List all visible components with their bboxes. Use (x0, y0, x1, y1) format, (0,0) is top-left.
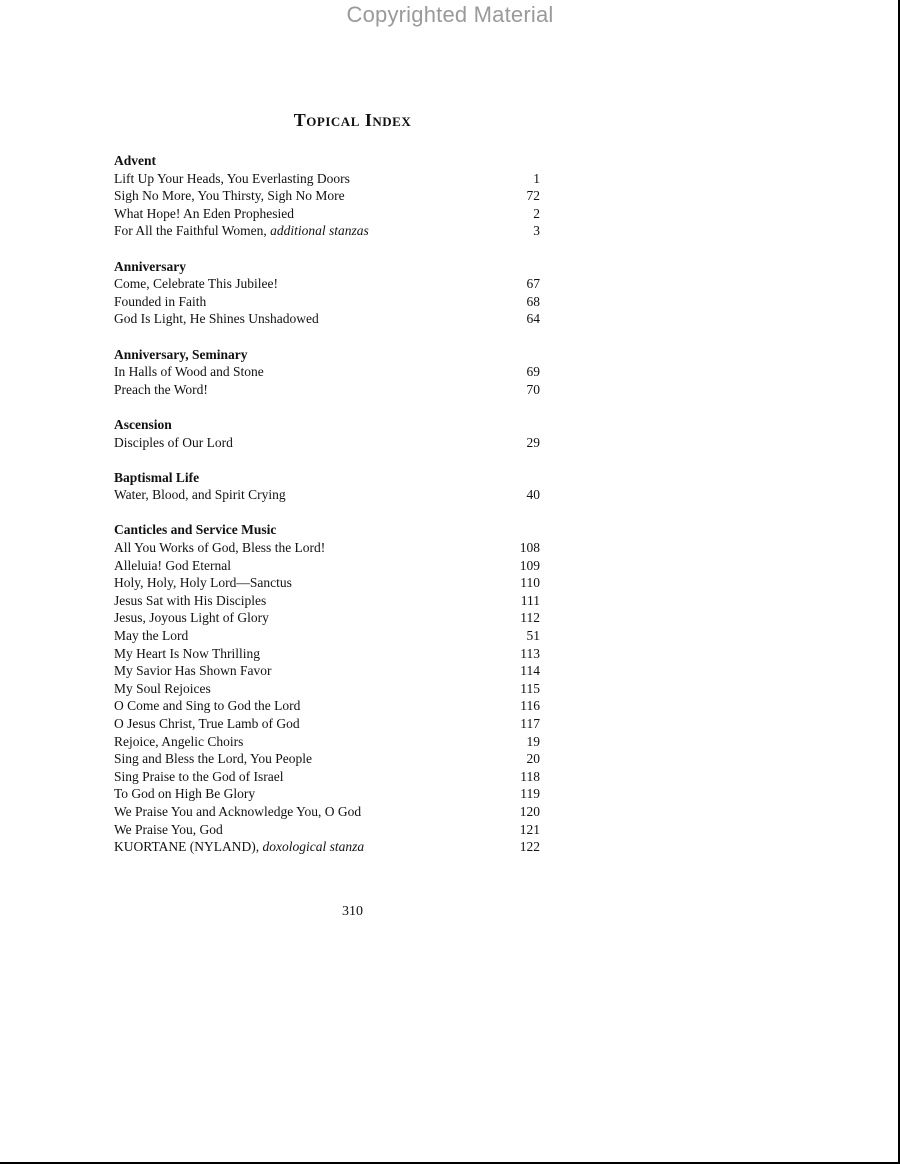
entry-title: We Praise You, God (114, 821, 223, 837)
index-entry (114, 785, 540, 803)
entry-number: 113 (520, 645, 540, 661)
entry-number: 114 (520, 663, 540, 679)
section-heading: Advent (114, 153, 157, 168)
entry-text (114, 697, 300, 715)
entry-text (114, 486, 286, 504)
index-section (114, 258, 540, 328)
index-entry (114, 803, 540, 821)
entry-number: 108 (519, 540, 540, 556)
entry-number: 19 (526, 733, 540, 749)
topical-index (114, 152, 540, 873)
entry-number: 51 (526, 628, 540, 644)
entry-title: Holy, Holy, Holy Lord—Sanctus (114, 575, 292, 591)
entry-title: Jesus Sat with His Disciples (114, 592, 267, 608)
entry-text (114, 539, 325, 557)
index-entry (114, 715, 540, 733)
entry-title: Water, Blood, and Spirit Crying (114, 487, 286, 503)
entry-text (114, 205, 294, 223)
entry-number: 120 (519, 803, 540, 819)
entry-number: 110 (520, 575, 540, 591)
entry-text (114, 680, 211, 698)
index-section (114, 152, 540, 240)
entry-number: 119 (520, 786, 540, 802)
index-entry (114, 680, 540, 698)
entry-number: 40 (526, 487, 540, 503)
entry-number: 20 (526, 751, 540, 767)
entry-title: Come, Celebrate This Jubilee! (114, 276, 278, 292)
index-entry (114, 486, 540, 504)
entry-title: Rejoice, Angelic Choirs (114, 733, 244, 749)
index-entry (114, 768, 540, 786)
index-entry (114, 609, 540, 627)
entry-title: Disciples of Our Lord (114, 434, 233, 450)
entry-title: Sigh No More, You Thirsty, Sigh No More (114, 188, 345, 204)
entry-title: My Heart Is Now Thrilling (114, 645, 260, 661)
entry-number: 3 (533, 223, 540, 239)
index-section (114, 416, 540, 451)
index-entry (114, 733, 540, 751)
index-entry (114, 293, 540, 311)
entry-text (114, 627, 188, 645)
entry-number: 111 (520, 592, 540, 608)
entry-title: For All the Faithful Women, (114, 223, 267, 239)
index-entry (114, 574, 540, 592)
section-heading: Baptismal Life (114, 469, 200, 485)
entry-text (114, 381, 208, 399)
entry-number: 69 (526, 364, 540, 380)
entry-title: God Is Light, He Shines Unshadowed (114, 311, 319, 327)
entry-number: 1 (533, 170, 540, 186)
entry-number: 116 (520, 698, 540, 714)
entry-text (114, 645, 260, 663)
entry-title: Lift Up Your Heads, You Everlasting Doors (114, 170, 350, 186)
entry-title: KUORTANE (NYLAND), (114, 839, 260, 855)
entry-text (114, 609, 269, 627)
entry-note: doxological stanza (262, 839, 365, 855)
entry-title: My Soul Rejoices (114, 680, 211, 696)
entry-text (114, 434, 233, 452)
index-entry (114, 662, 540, 680)
entry-text (114, 170, 350, 188)
index-entry (114, 187, 540, 205)
entry-text (114, 187, 345, 205)
entry-title: To God on High Be Glory (114, 786, 256, 802)
page-number: 310 (342, 904, 363, 919)
entry-number: 118 (520, 768, 540, 784)
entry-number: 67 (526, 276, 540, 292)
entry-number: 122 (519, 839, 540, 855)
entry-text (114, 715, 300, 733)
section-heading: Anniversary (114, 258, 186, 274)
entry-title: What Hope! An Eden Prophesied (114, 205, 294, 221)
copyright-watermark: Copyrighted Material (346, 2, 554, 27)
index-entry (114, 363, 540, 381)
index-entry (114, 557, 540, 575)
index-entry (114, 310, 540, 328)
entry-text (114, 803, 361, 821)
index-section (114, 521, 540, 855)
entry-text (114, 574, 292, 592)
entry-title: We Praise You and Acknowledge You, O God (114, 803, 362, 819)
index-entry (114, 697, 540, 715)
page-title: Topical Index (293, 110, 412, 130)
index-section (114, 346, 540, 399)
entry-title: Alleluia! God Eternal (114, 557, 231, 573)
entry-text (114, 838, 364, 856)
entry-title: Sing and Bless the Lord, You People (114, 751, 313, 767)
entry-number: 112 (520, 610, 540, 626)
entry-text (114, 750, 312, 768)
entry-number: 68 (526, 293, 540, 309)
entry-title: Jesus, Joyous Light of Glory (114, 610, 269, 626)
entry-text (114, 592, 266, 610)
entry-number: 64 (526, 311, 540, 327)
index-entry (114, 539, 540, 557)
entry-title: Founded in Faith (114, 293, 207, 309)
entry-title: O Come and Sing to God the Lord (114, 698, 301, 714)
entry-number: 70 (526, 381, 540, 397)
index-entry (114, 645, 540, 663)
entry-number: 121 (519, 821, 540, 837)
entry-text (114, 768, 283, 786)
entry-text (114, 310, 319, 328)
index-entry (114, 170, 540, 188)
entry-title: In Halls of Wood and Stone (114, 364, 264, 380)
entry-title: My Savior Has Shown Favor (114, 663, 272, 679)
index-section (114, 469, 540, 504)
index-entry (114, 592, 540, 610)
entry-number: 109 (519, 557, 540, 573)
index-entry (114, 750, 540, 768)
index-entry (114, 434, 540, 452)
entry-text (114, 293, 206, 311)
entry-number: 72 (526, 188, 540, 204)
entry-text (114, 275, 278, 293)
index-entry (114, 838, 540, 856)
section-heading: Ascension (114, 416, 172, 432)
entry-title: Sing Praise to the God of Israel (114, 768, 284, 784)
entry-text (114, 222, 369, 240)
entry-text (114, 557, 231, 575)
entry-title: O Jesus Christ, True Lamb of God (114, 716, 300, 731)
index-entry (114, 275, 540, 293)
entry-text (114, 785, 255, 803)
entry-text (114, 733, 243, 751)
entry-number: 29 (526, 434, 540, 450)
entry-text (114, 662, 272, 680)
entry-title: Preach the Word! (114, 381, 208, 397)
entry-number: 115 (520, 680, 540, 696)
entry-text (114, 363, 264, 381)
entry-number: 2 (533, 205, 540, 221)
entry-text (114, 821, 223, 839)
section-heading: Canticles and Service Music (114, 522, 277, 538)
index-entry (114, 821, 540, 839)
section-heading: Anniversary, Seminary (114, 346, 248, 362)
index-entry (114, 222, 540, 240)
entry-title: All You Works of God, Bless the Lord! (114, 540, 326, 556)
entry-title: May the Lord (114, 628, 189, 644)
index-entry (114, 205, 540, 223)
entry-number: 117 (520, 716, 540, 731)
index-entry (114, 627, 540, 645)
entry-note: additional stanzas (270, 223, 369, 239)
index-entry (114, 381, 540, 399)
